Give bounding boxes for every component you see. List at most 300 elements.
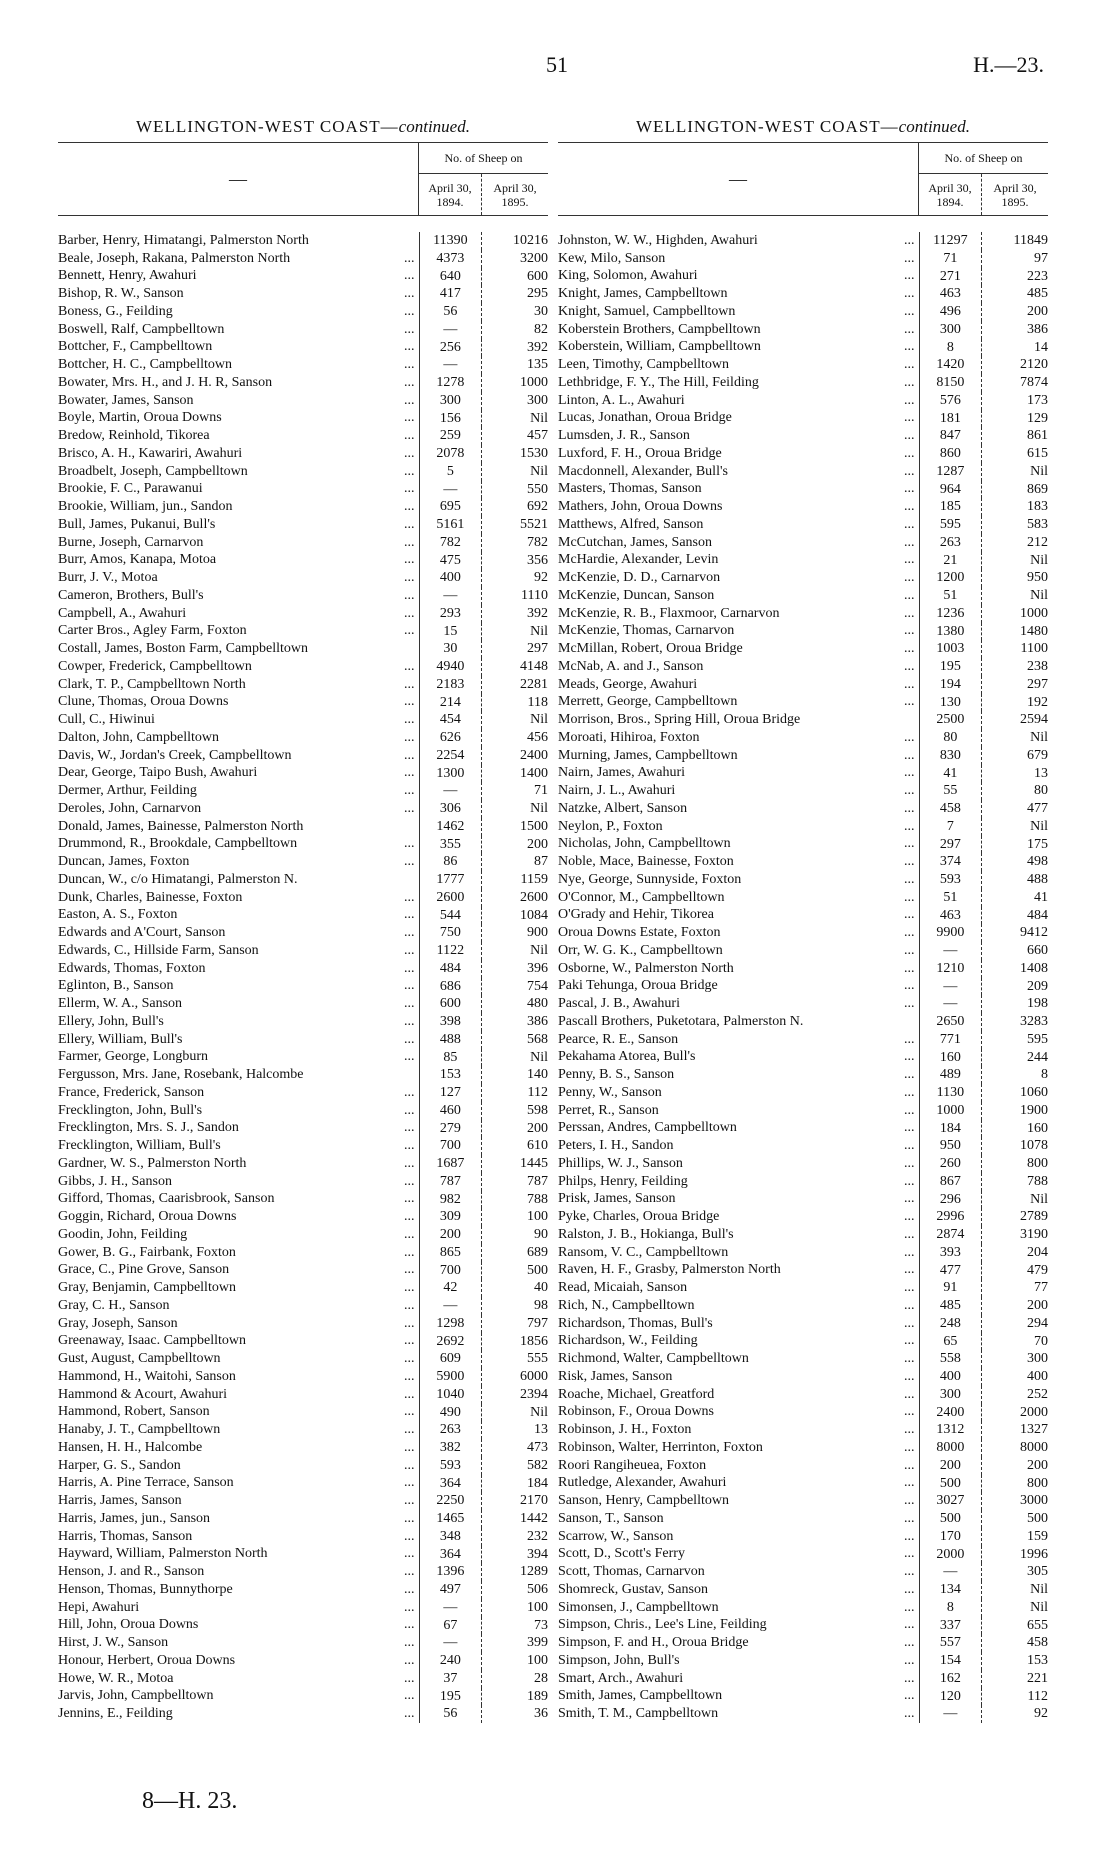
sheep-1895 bbox=[481, 1226, 548, 1244]
table-row bbox=[58, 747, 548, 765]
table-row bbox=[58, 942, 548, 960]
sheep-1895 bbox=[981, 1208, 1048, 1226]
leader-dots: ... bbox=[401, 925, 415, 941]
owner-name-text: McCutchan, James, Sanson bbox=[558, 534, 712, 550]
sheep-1894-text: 4940 bbox=[436, 659, 465, 674]
owner-name bbox=[558, 304, 919, 320]
sheep-1894 bbox=[919, 392, 982, 410]
sheep-1895-text: 252 bbox=[1027, 1386, 1048, 1402]
owner-name-text: McKenzie, D. D., Carnarvon bbox=[558, 570, 721, 586]
sheep-1894-text: 557 bbox=[939, 1635, 961, 1651]
leader-dots: ... bbox=[401, 765, 415, 781]
owner-name bbox=[58, 1458, 419, 1474]
table-row bbox=[558, 1297, 1048, 1315]
sheep-1895-text: 129 bbox=[1027, 410, 1048, 426]
sheep-1894 bbox=[419, 853, 482, 871]
owner-name-text: Dalton, John, Campbelltown bbox=[58, 729, 219, 745]
owner-name-text: Rutledge, Alexander, Awahuri bbox=[558, 1475, 727, 1491]
owner-name-text: Hepi, Awahuri bbox=[58, 1599, 140, 1615]
table-row bbox=[558, 1208, 1048, 1226]
sheep-1894 bbox=[919, 765, 982, 783]
sheep-1895 bbox=[481, 1102, 548, 1120]
owner-name-text: Edwards, C., Hillside Farm, Sanson bbox=[58, 942, 259, 958]
owner-name bbox=[558, 251, 919, 267]
sheep-1895-text: 5521 bbox=[520, 517, 548, 532]
owner-name-text: Bowater, Mrs. H., and J. H. R, Sanson bbox=[58, 374, 273, 390]
leader-dots: ... bbox=[901, 570, 915, 586]
owner-name bbox=[558, 1174, 919, 1190]
sheep-1894 bbox=[919, 1173, 982, 1191]
owner-name bbox=[58, 623, 419, 639]
sheep-1895 bbox=[981, 960, 1048, 978]
owner-name-text: Harper, G. S., Sandon bbox=[58, 1457, 181, 1473]
table-row bbox=[558, 782, 1048, 800]
owner-name-text: Gifford, Thomas, Caarisbrook, Sanson bbox=[58, 1191, 275, 1207]
sheep-1895-text: 396 bbox=[527, 960, 548, 976]
table-row bbox=[558, 1066, 1048, 1084]
sheep-1895 bbox=[981, 1315, 1048, 1333]
sheep-1894 bbox=[419, 1031, 482, 1049]
owner-name bbox=[58, 410, 419, 426]
sheep-1894-text: 750 bbox=[439, 925, 461, 941]
sheep-1894 bbox=[419, 836, 482, 854]
owner-name-text: Harris, James, Sanson bbox=[58, 1493, 182, 1509]
sheep-1895-text: 80 bbox=[1034, 783, 1048, 799]
sheep-1894-text: 127 bbox=[439, 1085, 461, 1100]
sheep-1895 bbox=[981, 1599, 1048, 1617]
sheep-1894 bbox=[419, 1084, 482, 1102]
owner-name bbox=[58, 890, 419, 906]
sheep-1895 bbox=[481, 1191, 548, 1209]
owner-name bbox=[58, 1404, 419, 1420]
owner-name-text: Carter Bros., Agley Farm, Foxton bbox=[58, 623, 247, 639]
owner-name-text: Drummond, R., Brookdale, Campbelltown bbox=[58, 836, 298, 852]
owner-name-text: Leen, Timothy, Campbelltown bbox=[558, 357, 729, 373]
sheep-1894-text: 263 bbox=[439, 1422, 461, 1438]
sheep-1895-text: 112 bbox=[527, 1085, 548, 1100]
sheep-1894 bbox=[919, 1368, 982, 1386]
sheep-1895-text: 13 bbox=[1034, 765, 1048, 781]
sheep-1894-text: 1465 bbox=[436, 1511, 465, 1526]
table-row bbox=[558, 907, 1048, 925]
sheep-1894-text: — bbox=[443, 588, 458, 603]
sheep-1894-text: 393 bbox=[939, 1244, 961, 1260]
owner-name-text: McKenzie, Thomas, Carnarvon bbox=[558, 623, 735, 639]
owner-name bbox=[558, 375, 919, 391]
owner-name bbox=[58, 268, 419, 284]
owner-name bbox=[58, 322, 419, 338]
table-row bbox=[558, 268, 1048, 286]
owner-name-text: Scott, D., Scott's Ferry bbox=[558, 1546, 685, 1562]
leader-dots: ... bbox=[401, 339, 415, 355]
leader-dots: ... bbox=[401, 1191, 415, 1207]
sheep-1894 bbox=[419, 1208, 482, 1226]
owner-name bbox=[558, 1227, 919, 1243]
sheep-1894-text: 51 bbox=[943, 588, 958, 603]
sheep-1894 bbox=[919, 711, 982, 729]
sheep-1895-text: 36 bbox=[534, 1706, 548, 1722]
sheep-1894 bbox=[919, 481, 982, 499]
leader-dots: ... bbox=[901, 517, 915, 533]
table-row bbox=[58, 1652, 548, 1670]
sheep-1895 bbox=[481, 1350, 548, 1368]
sheep-1894 bbox=[419, 676, 482, 694]
sheep-1895 bbox=[981, 623, 1048, 641]
leader-dots: ... bbox=[401, 943, 415, 959]
table-row bbox=[58, 978, 548, 996]
owner-name-text: Lethbridge, F. Y., The Hill, Feilding bbox=[558, 374, 759, 390]
sheep-1894 bbox=[419, 534, 482, 552]
leader-dots: ... bbox=[901, 1404, 915, 1420]
sheep-1895-text: 175 bbox=[1027, 836, 1048, 852]
sheep-1895 bbox=[481, 356, 548, 374]
sheep-1895-text: 788 bbox=[527, 1191, 548, 1207]
sheep-1894-text: — bbox=[943, 996, 958, 1012]
leader-dots: ... bbox=[901, 1706, 915, 1722]
owner-name-text: Ellerm, W. A., Sanson bbox=[58, 996, 183, 1012]
owner-name-text: Perret, R., Sanson bbox=[558, 1102, 659, 1118]
sheep-1894-text: 195 bbox=[439, 1688, 461, 1704]
sheep-1894 bbox=[919, 640, 982, 658]
sheep-1895 bbox=[481, 782, 548, 800]
sheep-1895 bbox=[481, 1120, 548, 1138]
table-row bbox=[58, 1049, 548, 1067]
owner-name-text: Harris, A. Pine Terrace, Sanson bbox=[58, 1475, 234, 1491]
sheep-1894-text: 600 bbox=[439, 996, 461, 1012]
sheep-1895 bbox=[481, 1368, 548, 1386]
leader-dots: ... bbox=[401, 996, 415, 1012]
table-row bbox=[558, 889, 1048, 907]
sheep-1894 bbox=[919, 836, 982, 854]
table-row bbox=[58, 1155, 548, 1173]
leader-dots: ... bbox=[401, 1440, 415, 1456]
sheep-1894 bbox=[419, 1492, 482, 1510]
table-row bbox=[558, 1173, 1048, 1191]
owner-name bbox=[558, 677, 919, 693]
table-row bbox=[58, 339, 548, 357]
sheep-1894 bbox=[919, 1563, 982, 1581]
sheep-1894 bbox=[419, 978, 482, 996]
sheep-1894-text: — bbox=[443, 321, 458, 337]
leader-dots: ... bbox=[401, 464, 415, 480]
sheep-1894 bbox=[919, 1084, 982, 1102]
table-row bbox=[558, 516, 1048, 534]
sheep-1895-text: 400 bbox=[1027, 1369, 1048, 1384]
leader-dots: ... bbox=[901, 659, 915, 675]
table-row bbox=[58, 640, 548, 658]
leader-dots: ... bbox=[401, 251, 415, 267]
owner-name-text: Brookie, William, jun., Sandon bbox=[58, 499, 233, 515]
leader-dots: ... bbox=[401, 481, 415, 497]
sheep-1895 bbox=[481, 1439, 548, 1457]
owner-name bbox=[558, 588, 919, 604]
leader-dots: ... bbox=[901, 1422, 915, 1438]
sheep-1894-text: 1122 bbox=[436, 943, 465, 958]
owner-name-text: Eglinton, B., Sanson bbox=[58, 978, 174, 994]
leader-dots: ... bbox=[901, 1138, 915, 1154]
sheep-1895 bbox=[481, 250, 548, 268]
leader-dots: ... bbox=[901, 730, 915, 746]
sheep-1894-text: 3027 bbox=[936, 1493, 965, 1509]
leader-dots: ... bbox=[901, 1458, 915, 1474]
sheep-1894-text: 964 bbox=[939, 481, 961, 497]
table-row bbox=[58, 374, 548, 392]
sheep-1895-text: 300 bbox=[1027, 1351, 1048, 1367]
owner-name bbox=[58, 1120, 419, 1136]
sheep-1895-text: 861 bbox=[1027, 428, 1048, 444]
owner-name bbox=[558, 1067, 919, 1083]
sheep-1894-text: 7 bbox=[946, 818, 954, 834]
sheep-1895 bbox=[981, 605, 1048, 623]
sheep-1894 bbox=[919, 268, 982, 286]
sheep-1894-text: 593 bbox=[439, 1457, 461, 1473]
sheep-1895 bbox=[481, 871, 548, 889]
sheep-1895 bbox=[981, 1688, 1048, 1706]
leader-dots: ... bbox=[401, 1351, 415, 1367]
sheep-1895-text: 477 bbox=[1027, 801, 1048, 816]
owner-name bbox=[558, 1316, 919, 1332]
column-header bbox=[58, 143, 548, 216]
owner-name-text: Pascall Brothers, Puketotara, Palmerston N. bbox=[558, 1013, 804, 1029]
table-row bbox=[58, 1333, 548, 1351]
sheep-1895-text: 595 bbox=[1027, 1031, 1048, 1047]
sheep-1895-text: 100 bbox=[527, 1653, 548, 1668]
owner-name-text: Simpson, F. and H., Oroua Bridge bbox=[558, 1635, 749, 1651]
table-row bbox=[58, 481, 548, 499]
table-row bbox=[58, 303, 548, 321]
sheep-1894-text: 71 bbox=[943, 250, 958, 266]
sheep-1895 bbox=[981, 907, 1048, 925]
sheep-1894 bbox=[419, 1333, 482, 1351]
table-row bbox=[58, 729, 548, 747]
sheep-1894-text: 2400 bbox=[936, 1404, 965, 1420]
sheep-1895 bbox=[981, 1120, 1048, 1138]
owner-name bbox=[558, 1387, 919, 1403]
sheep-1895-text: 3190 bbox=[1020, 1227, 1048, 1242]
owner-name-text: Scott, Thomas, Carnarvon bbox=[558, 1564, 705, 1580]
leader-dots: ... bbox=[401, 1262, 415, 1278]
owner-name bbox=[558, 1493, 919, 1509]
table-row bbox=[558, 747, 1048, 765]
sheep-1894 bbox=[919, 427, 982, 445]
table-row bbox=[58, 889, 548, 907]
sheep-1894 bbox=[919, 374, 982, 392]
sheep-1895-text: 787 bbox=[527, 1173, 548, 1189]
sheep-1894-text: 700 bbox=[439, 1138, 461, 1154]
owner-name bbox=[58, 357, 419, 373]
leader-dots: ... bbox=[401, 1174, 415, 1190]
sheep-1895-text: 1442 bbox=[520, 1511, 548, 1526]
owner-name bbox=[558, 268, 919, 284]
sheep-1894 bbox=[419, 623, 482, 641]
sheep-1895 bbox=[981, 694, 1048, 712]
owner-name bbox=[558, 943, 919, 959]
sheep-1895 bbox=[481, 889, 548, 907]
owner-name-text: Burne, Joseph, Carnarvon bbox=[58, 534, 204, 550]
owner-name-text: Henson, J. and R., Sanson bbox=[58, 1564, 205, 1580]
sheep-1895-text: Nil bbox=[1030, 1191, 1048, 1207]
sheep-1895-text: 153 bbox=[1027, 1653, 1048, 1668]
table-row bbox=[558, 427, 1048, 445]
sheep-1895-text: 1000 bbox=[520, 375, 548, 390]
leader-dots: ... bbox=[401, 552, 415, 568]
owner-name-text: Meads, George, Awahuri bbox=[558, 676, 698, 692]
owner-name-text: Shomreck, Gustav, Sanson bbox=[558, 1581, 708, 1597]
leader-dots: ... bbox=[401, 1333, 415, 1349]
sheep-1894-text: — bbox=[943, 1564, 958, 1580]
owner-name bbox=[58, 286, 419, 302]
table-row bbox=[558, 1155, 1048, 1173]
sheep-1895 bbox=[981, 516, 1048, 534]
table-row bbox=[558, 853, 1048, 871]
owner-name-text: Brisco, A. H., Kawariri, Awahuri bbox=[58, 445, 243, 461]
sheep-1894 bbox=[419, 1634, 482, 1652]
owner-name-text: Richmond, Walter, Campbelltown bbox=[558, 1351, 749, 1367]
sheep-1895 bbox=[981, 374, 1048, 392]
sheep-1894 bbox=[419, 587, 482, 605]
owner-name-text: Morrison, Bros., Spring Hill, Oroua Bridge bbox=[558, 712, 801, 728]
sheep-1894 bbox=[419, 694, 482, 712]
sheep-1894 bbox=[419, 392, 482, 410]
table-row bbox=[58, 1492, 548, 1510]
sheep-1894 bbox=[919, 924, 982, 942]
sheep-1895-text: 8 bbox=[1041, 1067, 1048, 1083]
table-row bbox=[58, 853, 548, 871]
leader-dots: ... bbox=[401, 730, 415, 746]
sheep-1895-text: 568 bbox=[527, 1031, 548, 1047]
sheep-1895 bbox=[981, 1173, 1048, 1191]
table-row bbox=[58, 1066, 548, 1084]
sheep-1895-text: 1327 bbox=[1020, 1422, 1048, 1438]
table-row bbox=[58, 960, 548, 978]
owner-name bbox=[558, 535, 919, 551]
sheep-1895-text: 2170 bbox=[520, 1493, 548, 1509]
table-row bbox=[558, 339, 1048, 357]
table-row bbox=[558, 1581, 1048, 1599]
owner-name bbox=[58, 765, 419, 781]
sheep-1894 bbox=[919, 321, 982, 339]
leader-dots: ... bbox=[401, 623, 415, 639]
leader-dots: ... bbox=[901, 552, 915, 568]
sheep-1894 bbox=[919, 889, 982, 907]
sheep-1894-text: 355 bbox=[439, 836, 461, 852]
table-row bbox=[558, 1546, 1048, 1564]
sheep-1894 bbox=[419, 1102, 482, 1120]
leader-dots: ... bbox=[401, 801, 415, 817]
sheep-1895 bbox=[981, 1333, 1048, 1351]
owner-name bbox=[558, 872, 919, 888]
sheep-1894-text: 279 bbox=[439, 1120, 461, 1136]
sheep-1895 bbox=[481, 1688, 548, 1706]
sheep-1895-text: 3283 bbox=[1020, 1014, 1048, 1029]
table-row bbox=[558, 836, 1048, 854]
sheep-1895-text: 386 bbox=[1027, 321, 1048, 337]
owner-name bbox=[58, 535, 419, 551]
sheep-1895 bbox=[981, 587, 1048, 605]
sheep-1894-text: 1000 bbox=[936, 1102, 965, 1118]
sheep-1895 bbox=[481, 498, 548, 516]
sheep-1895 bbox=[481, 1457, 548, 1475]
sheep-1894-text: 477 bbox=[939, 1262, 961, 1278]
table-row bbox=[558, 1137, 1048, 1155]
sheep-1894 bbox=[919, 623, 982, 641]
sheep-1894-text: 184 bbox=[939, 1120, 961, 1136]
table-row bbox=[558, 285, 1048, 303]
owner-name bbox=[58, 1174, 419, 1190]
sheep-1895 bbox=[481, 747, 548, 765]
sheep-1894 bbox=[919, 1528, 982, 1546]
sheep-1894-text: 1420 bbox=[936, 357, 965, 373]
sheep-1894-text: 300 bbox=[939, 1386, 961, 1402]
sheep-1895-text: 583 bbox=[1027, 517, 1048, 532]
owner-name-text: McKenzie, Duncan, Sanson bbox=[558, 587, 715, 603]
table-row bbox=[58, 410, 548, 428]
sheep-1895 bbox=[481, 1031, 548, 1049]
leader-dots: ... bbox=[901, 535, 915, 551]
owner-name bbox=[58, 836, 419, 852]
sheep-1895-text: 1110 bbox=[521, 588, 548, 603]
owner-name-text: Peters, I. H., Sandon bbox=[558, 1138, 674, 1154]
owner-name-text: Dermer, Arthur, Feilding bbox=[58, 783, 197, 799]
sheep-1894-text: 15 bbox=[443, 623, 458, 639]
sheep-1895 bbox=[981, 1528, 1048, 1546]
owner-name-text: Oroua Downs Estate, Foxton bbox=[558, 925, 721, 941]
sheep-1895 bbox=[981, 1457, 1048, 1475]
leader-dots: ... bbox=[901, 1688, 915, 1704]
owner-name bbox=[58, 481, 419, 497]
sheep-1894-text: 417 bbox=[439, 286, 461, 302]
table-row bbox=[58, 1421, 548, 1439]
sheep-1895 bbox=[981, 498, 1048, 516]
leader-dots: ... bbox=[901, 1262, 915, 1278]
leader-dots: ... bbox=[901, 464, 915, 480]
table-row bbox=[558, 1404, 1048, 1422]
sheep-1895 bbox=[481, 516, 548, 534]
owner-name bbox=[558, 570, 919, 586]
leader-dots: ... bbox=[401, 1617, 415, 1633]
sheep-1895-text: 550 bbox=[527, 481, 548, 497]
owner-name bbox=[558, 1209, 919, 1225]
table-row bbox=[58, 1226, 548, 1244]
sheep-1895-text: 1408 bbox=[1020, 960, 1048, 976]
leader-dots: ... bbox=[401, 1671, 415, 1687]
year-1895-header: April 30, 1895. bbox=[982, 174, 1049, 216]
sheep-1894 bbox=[919, 978, 982, 996]
sheep-1895-text: 2400 bbox=[520, 747, 548, 763]
owner-name-text: Donald, James, Bainesse, Palmerston North bbox=[58, 818, 304, 834]
table-row bbox=[58, 1617, 548, 1635]
owner-name bbox=[558, 393, 919, 409]
sheep-1895-text: 70 bbox=[1034, 1333, 1048, 1349]
leader-dots: ... bbox=[901, 304, 915, 320]
owner-name bbox=[558, 517, 919, 533]
sheep-1895-text: 555 bbox=[527, 1351, 548, 1367]
owner-name bbox=[558, 819, 919, 835]
sheep-1894-text: 296 bbox=[939, 1191, 961, 1207]
owner-name-text: O'Grady and Hehir, Tikorea bbox=[558, 907, 714, 923]
sheep-1894 bbox=[919, 445, 982, 463]
sheep-1895 bbox=[481, 1617, 548, 1635]
sheep-1894 bbox=[919, 1244, 982, 1262]
sheep-1895-text: 112 bbox=[1027, 1688, 1048, 1704]
sheep-1895-text: 2281 bbox=[520, 676, 548, 692]
sheep-1894-text: 260 bbox=[939, 1156, 961, 1171]
table-row bbox=[558, 1688, 1048, 1706]
sheep-1895-text: 488 bbox=[1027, 872, 1048, 887]
owner-name bbox=[558, 1546, 919, 1562]
sheep-1894-text: 626 bbox=[439, 730, 461, 745]
sheep-1894 bbox=[419, 907, 482, 925]
